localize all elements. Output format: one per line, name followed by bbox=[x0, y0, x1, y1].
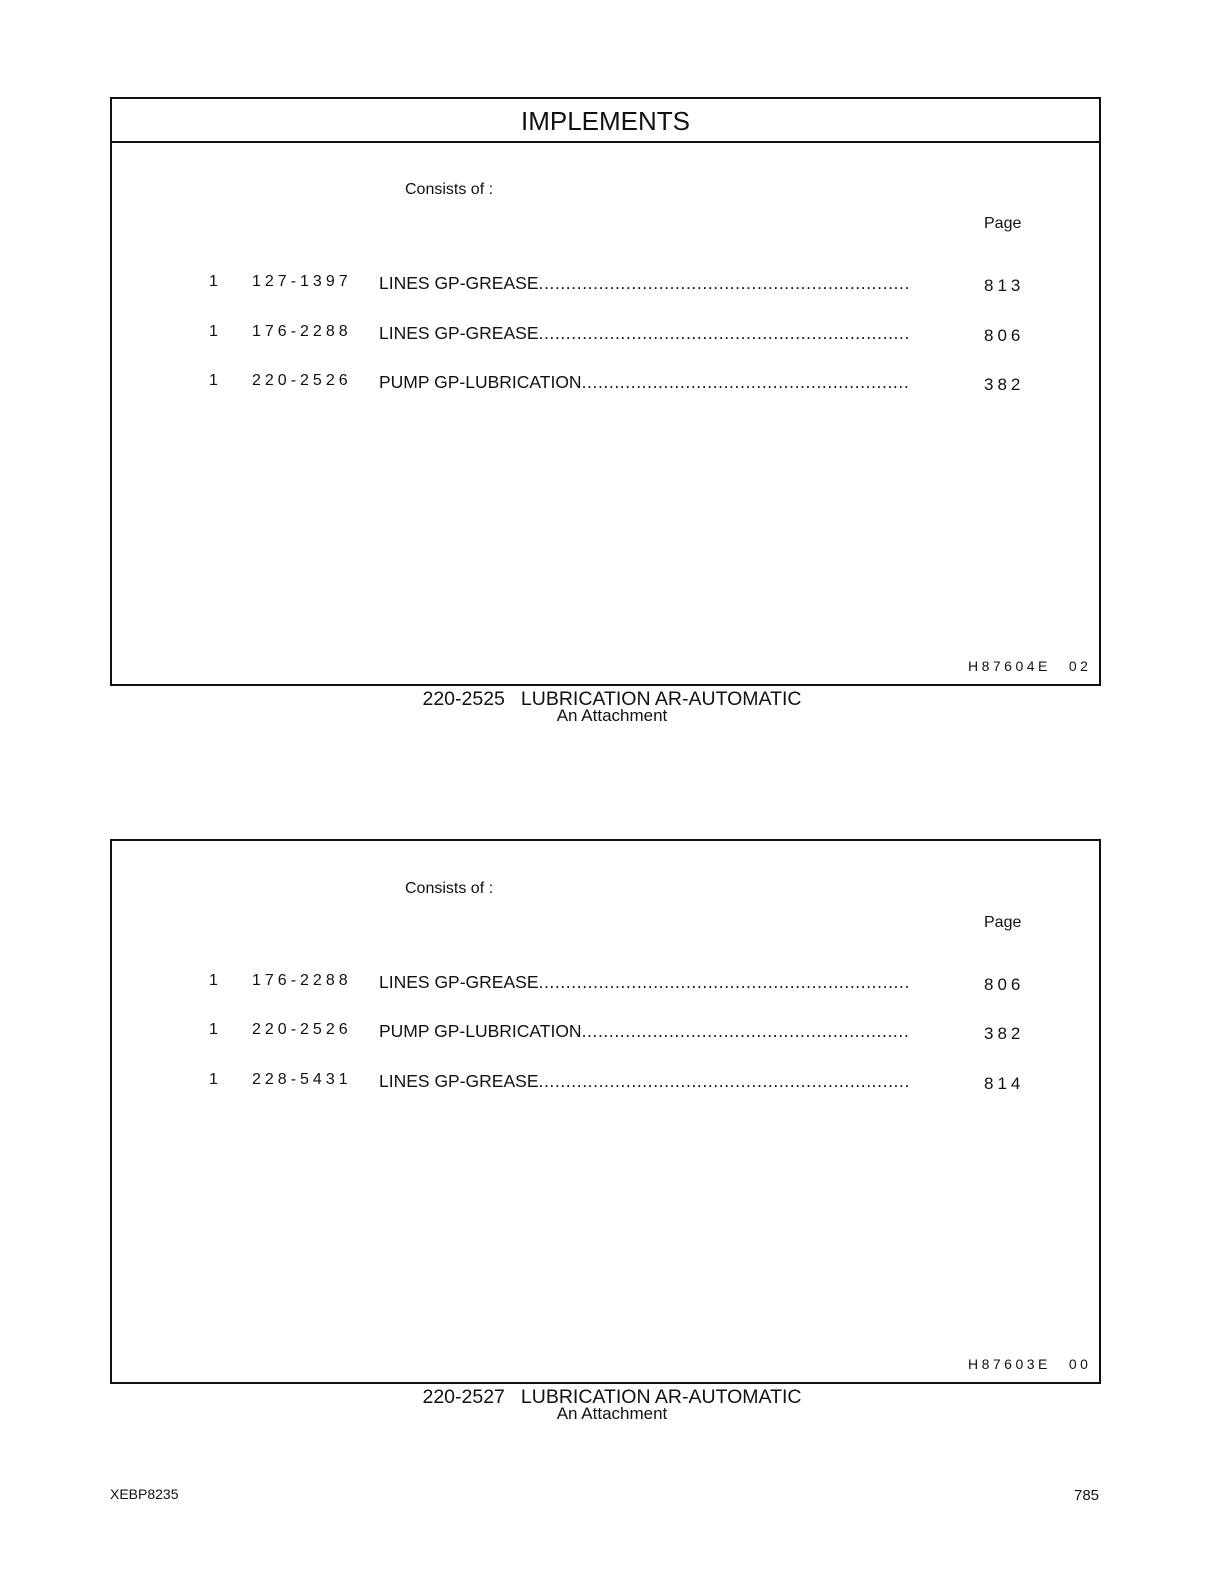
revision-number: 02 bbox=[1068, 658, 1092, 674]
row-description bbox=[379, 1071, 909, 1092]
leader-dots bbox=[582, 372, 909, 393]
row-quantity: 1 bbox=[209, 273, 220, 290]
parts-panel-1 bbox=[110, 97, 1101, 686]
row-description bbox=[379, 372, 909, 393]
page-column-label: Page bbox=[984, 914, 1022, 931]
row-quantity: 1 bbox=[209, 1021, 220, 1038]
leader-dots bbox=[539, 1071, 910, 1092]
parts-row bbox=[112, 323, 1099, 347]
caption-name: LUBRICATION AR-AUTOMATIC bbox=[520, 1386, 802, 1408]
row-description-text: LINES GP-GREASE bbox=[379, 972, 539, 992]
leader-dots bbox=[582, 1021, 909, 1042]
illustration-id: H87604E bbox=[968, 658, 1051, 674]
row-description-text: LINES GP-GREASE bbox=[379, 1071, 539, 1091]
page-column-label: Page bbox=[984, 215, 1022, 232]
caption-name: LUBRICATION AR-AUTOMATIC bbox=[520, 688, 802, 710]
row-description bbox=[379, 273, 909, 294]
leader-dots bbox=[539, 972, 910, 993]
caption-part-number: 220-2525 bbox=[422, 688, 505, 710]
parts-row bbox=[112, 972, 1099, 996]
parts-row bbox=[112, 273, 1099, 297]
row-page-reference: 806 bbox=[984, 975, 1025, 994]
parts-panel-2 bbox=[110, 839, 1101, 1384]
leader-dots bbox=[539, 273, 910, 294]
row-description bbox=[379, 972, 909, 993]
leader-dots bbox=[539, 323, 910, 344]
section-title: IMPLEMENTS bbox=[112, 99, 1099, 143]
row-page-reference: 813 bbox=[984, 276, 1025, 295]
panel-2-caption bbox=[0, 1386, 1224, 1424]
row-description-text: LINES GP-GREASE bbox=[379, 273, 539, 293]
row-quantity: 1 bbox=[209, 972, 220, 989]
panel-1-caption bbox=[0, 688, 1224, 726]
row-quantity: 1 bbox=[209, 323, 220, 340]
illustration-id: H87603E bbox=[968, 1356, 1051, 1372]
consists-of-label: Consists of : bbox=[405, 880, 494, 897]
caption-subtitle: An Attachment bbox=[556, 1404, 668, 1423]
document-id: XEBP8235 bbox=[110, 1486, 179, 1502]
row-part-number: 220-2526 bbox=[252, 1021, 352, 1038]
row-description bbox=[379, 1021, 909, 1042]
illustration-code bbox=[968, 658, 1091, 674]
parts-row bbox=[112, 372, 1099, 396]
caption-part-number: 220-2527 bbox=[422, 1386, 505, 1408]
caption-subtitle: An Attachment bbox=[556, 706, 668, 725]
consists-of-label: Consists of : bbox=[405, 181, 494, 198]
illustration-code bbox=[968, 1356, 1091, 1372]
row-quantity: 1 bbox=[209, 372, 220, 389]
row-description-text: PUMP GP-LUBRICATION bbox=[379, 372, 582, 392]
row-part-number: 176-2288 bbox=[252, 323, 352, 340]
row-page-reference: 814 bbox=[984, 1074, 1025, 1093]
parts-row bbox=[112, 1071, 1099, 1095]
row-description-text: PUMP GP-LUBRICATION bbox=[379, 1021, 582, 1041]
row-description-text: LINES GP-GREASE bbox=[379, 323, 539, 343]
row-part-number: 220-2526 bbox=[252, 372, 352, 389]
parts-row bbox=[112, 1021, 1099, 1045]
row-page-reference: 382 bbox=[984, 375, 1025, 394]
row-page-reference: 382 bbox=[984, 1024, 1025, 1043]
row-page-reference: 806 bbox=[984, 326, 1025, 345]
row-part-number: 127-1397 bbox=[252, 273, 352, 290]
revision-number: 00 bbox=[1068, 1356, 1092, 1372]
row-part-number: 228-5431 bbox=[252, 1071, 352, 1088]
row-description bbox=[379, 323, 909, 344]
row-part-number: 176-2288 bbox=[252, 972, 352, 989]
page-number: 785 bbox=[1074, 1487, 1100, 1504]
row-quantity: 1 bbox=[209, 1071, 220, 1088]
